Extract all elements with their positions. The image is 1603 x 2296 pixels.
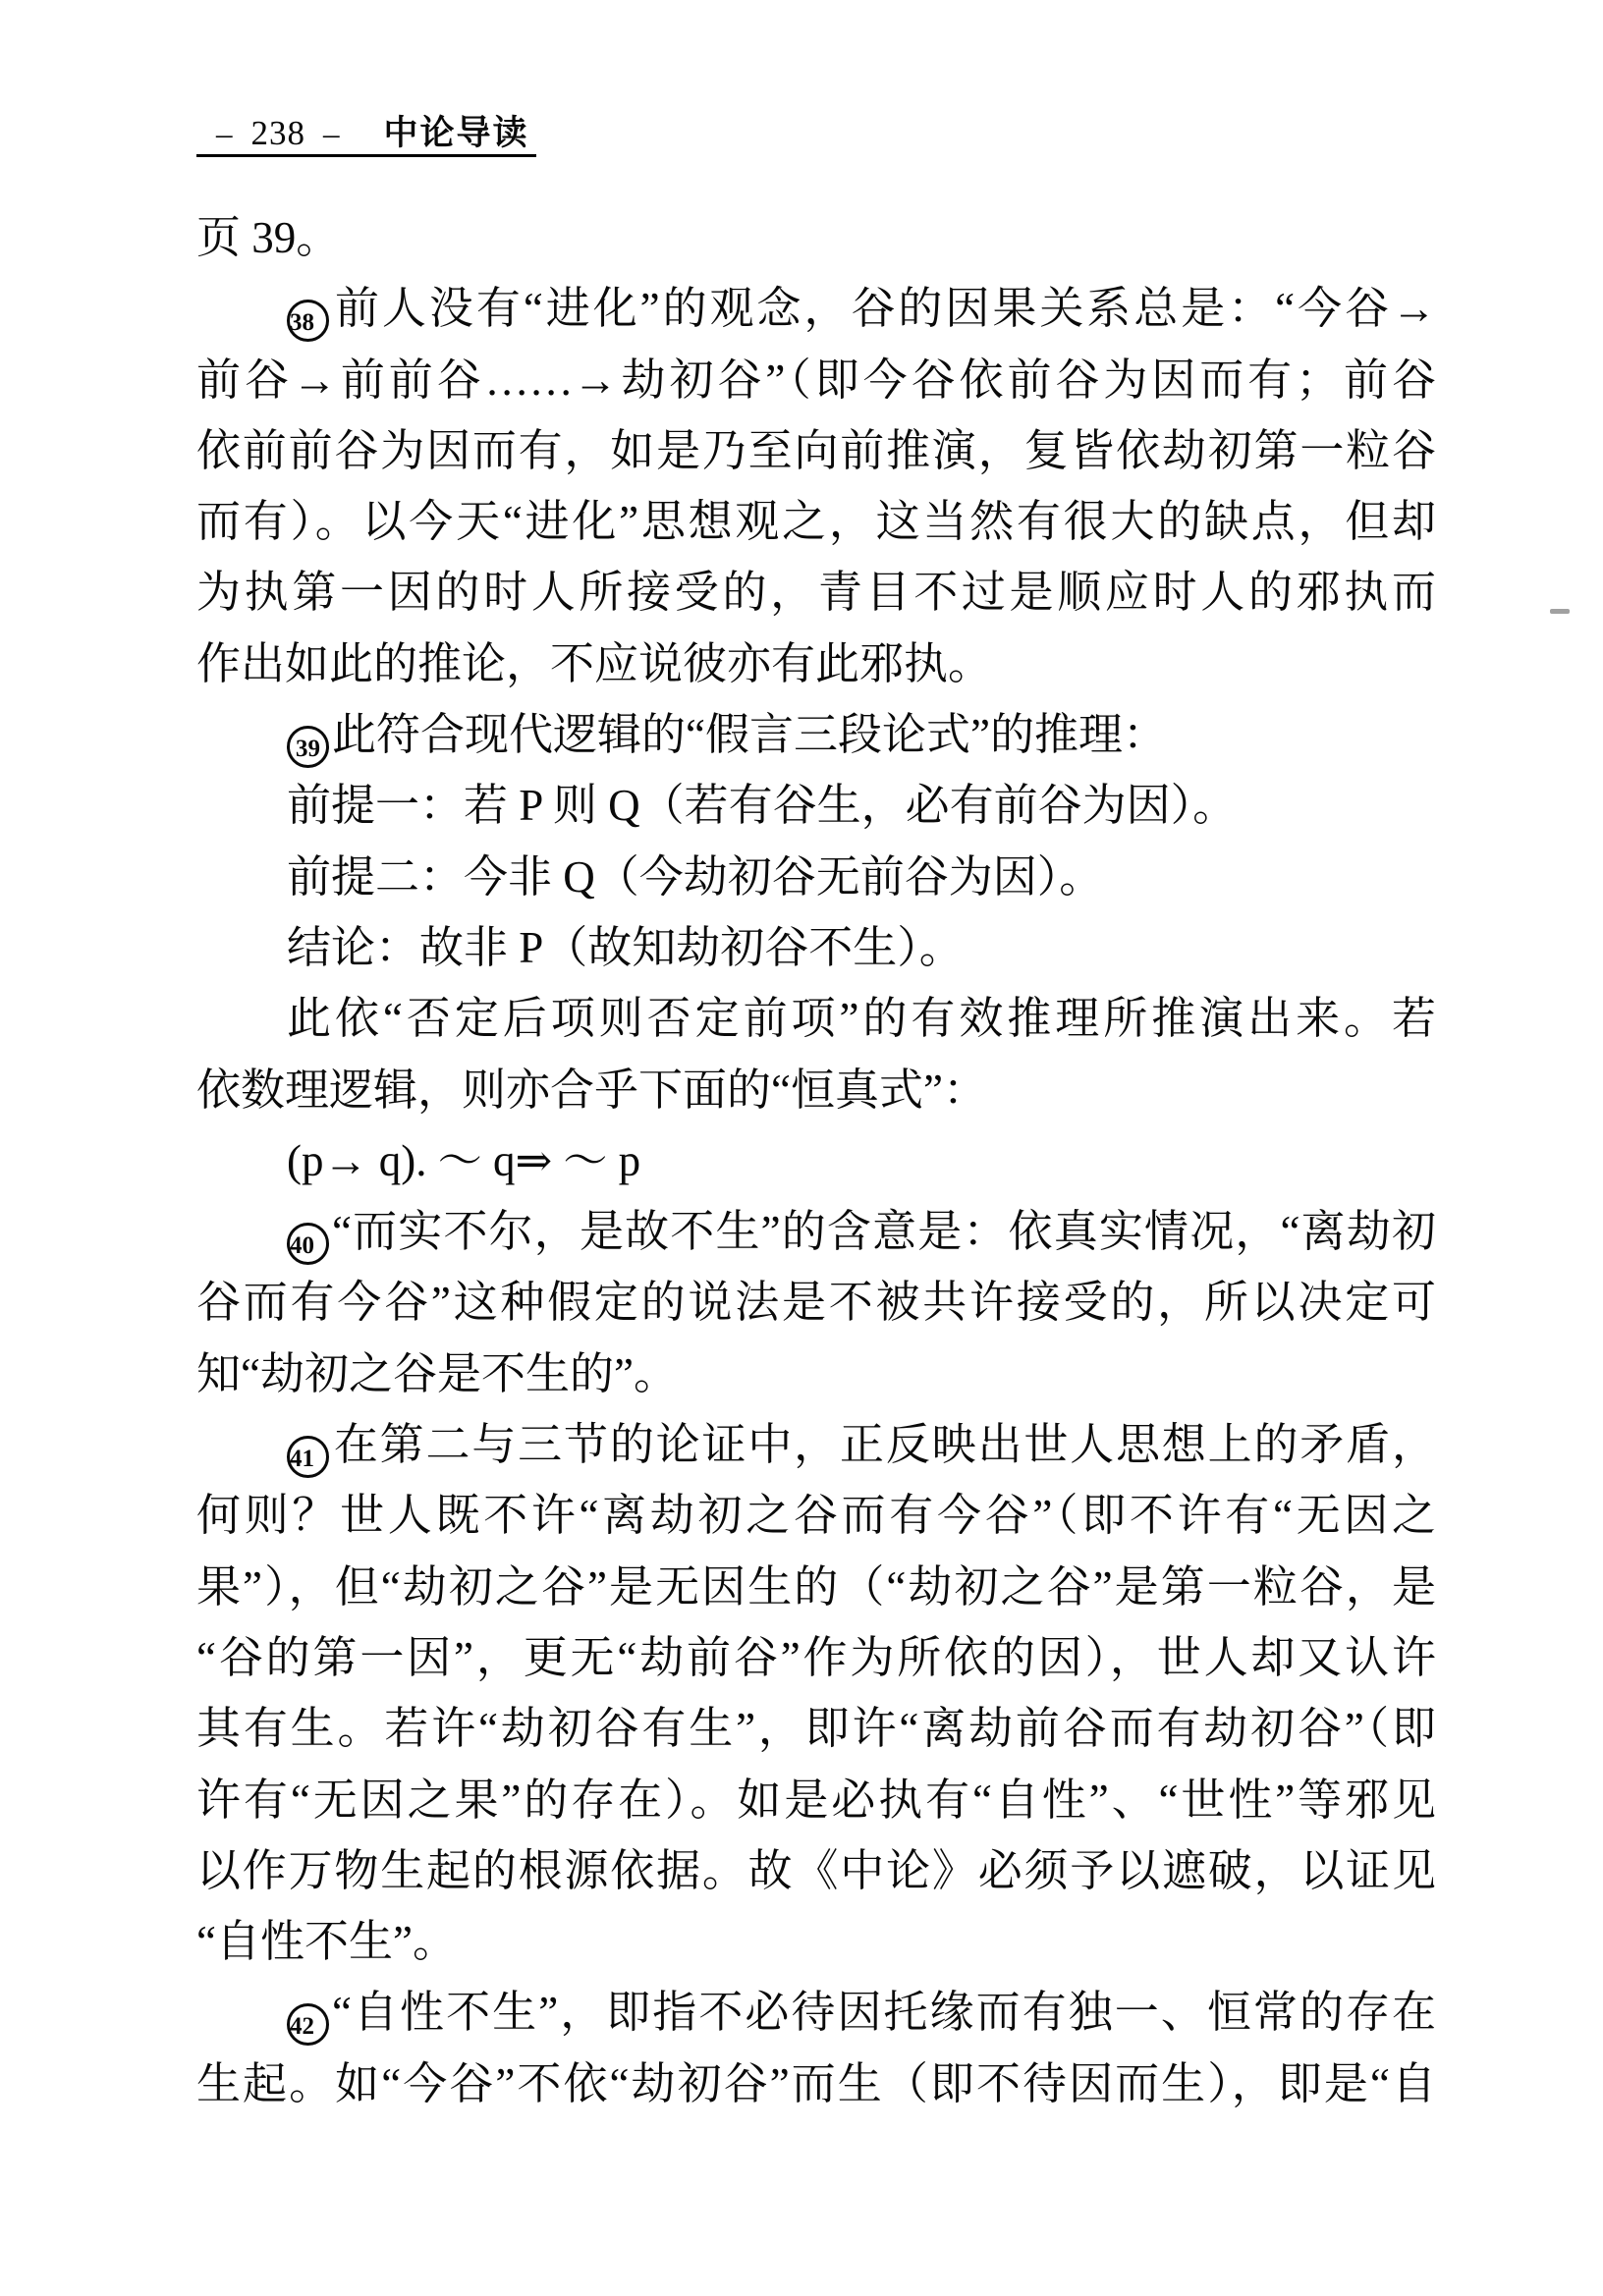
line-text: “谷的第一因”，更无“劫前谷”作为所依的因），世人却又认许 — [196, 1632, 1436, 1682]
line-text: 依前前谷为因而有，如是乃至向前推演，复皆依劫初第一粒谷 — [196, 425, 1436, 475]
text-line — [196, 1055, 1436, 1125]
text-line — [196, 1977, 1436, 2048]
line-text: 前谷→前前谷……→劫初谷”（即今谷依前谷为因而有；前谷 — [196, 355, 1436, 405]
line-text: 知“劫初之谷是不生的”。 — [196, 1348, 678, 1398]
text-line — [196, 983, 1436, 1054]
circled-note-number-icon: 40 — [287, 1223, 329, 1265]
text-line — [196, 273, 1436, 344]
page-number: 238 — [250, 114, 305, 152]
text-line — [196, 842, 1436, 912]
line-text: 果”），但“劫初之谷”是无因生的（“劫初之谷”是第一粒谷，是 — [196, 1561, 1436, 1612]
scan-artifact-mark — [1550, 609, 1570, 614]
text-line — [196, 1906, 1436, 1977]
text-line — [196, 1480, 1436, 1551]
line-text: 生起。如“今谷”不依“劫初谷”而生（即不待因而生），即是“自 — [196, 2058, 1436, 2108]
line-text: 页 39。 — [196, 213, 341, 262]
text-line — [196, 629, 1436, 699]
text-line — [196, 912, 1436, 983]
text-line — [196, 699, 1436, 770]
text-line — [196, 1409, 1436, 1480]
line-text: 许有“无因之果”的存在）。如是必执有“自性”、“世性”等邪见 — [196, 1775, 1436, 1825]
text-line — [196, 1125, 1436, 1196]
circled-note-number-icon: 38 — [287, 300, 329, 342]
line-text: 为执第一因的时人所接受的，青目不过是顺应时人的邪执而 — [196, 568, 1436, 618]
line-text: 前人没有“进化”的观念，谷的因果关系总是：“今谷→ — [332, 284, 1436, 334]
line-text: 其有生。若许“劫初谷有生”，即许“离劫前谷而有劫初谷”（即 — [196, 1704, 1436, 1754]
text-line — [196, 345, 1436, 415]
text-line — [196, 486, 1436, 557]
book-title: 中论导读 — [383, 114, 529, 152]
header-rule — [196, 154, 536, 157]
line-text: 前提一：若 P 则 Q（若有谷生，必有前谷为因）。 — [287, 781, 1238, 831]
line-text: 结论：故非 P（故知劫初谷不生）。 — [287, 922, 964, 972]
circled-note-number-icon: 42 — [287, 2003, 329, 2046]
text-line — [196, 415, 1436, 486]
line-text: 此符合现代逻辑的“假言三段论式”的推理： — [332, 710, 1167, 760]
circled-note-number-icon: 39 — [287, 726, 329, 768]
line-text: 作出如此的推论，不应说彼亦有此邪执。 — [196, 638, 993, 688]
line-text: 前提二：今非 Q（今劫初谷无前谷为因）。 — [287, 851, 1104, 902]
page-header — [206, 106, 529, 155]
line-text: (p→ q). ～ q⇒ ～ p — [287, 1135, 641, 1185]
text-line — [196, 1765, 1436, 1835]
text-line — [196, 1196, 1436, 1267]
line-text: 此依“否定后项则否定前项”的有效推理所推演出来。若 — [287, 994, 1436, 1044]
line-text: 以作万物生起的根源依据。故《中论》必须予以遮破，以证见 — [196, 1845, 1436, 1895]
line-text: “而实不尔，是故不生”的含意是：依真实情况，“离劫初 — [332, 1207, 1436, 1257]
line-text: 何则？世人既不许“离劫初之谷而有今谷”（即不许有“无因之 — [196, 1491, 1436, 1541]
line-text: “自性不生”，即指不必待因托缘而有独一、恒常的存在 — [332, 1988, 1436, 2038]
text-line — [196, 1835, 1436, 1906]
text-line — [196, 557, 1436, 628]
text-line — [196, 1622, 1436, 1693]
line-text: 在第二与三节的论证中，正反映出世人思想上的矛盾， — [332, 1420, 1436, 1470]
line-text: “自性不生”。 — [196, 1917, 457, 1967]
header-dash-left: – — [216, 117, 234, 152]
text-line — [196, 1693, 1436, 1764]
page-body — [196, 202, 1436, 2119]
text-line — [196, 2049, 1436, 2119]
line-text: 而有）。以今天“进化”思想观之，这当然有很大的缺点，但却 — [196, 497, 1436, 547]
text-line — [196, 1339, 1436, 1409]
circled-note-number-icon: 41 — [287, 1436, 329, 1478]
header-dash-right: – — [323, 117, 341, 152]
line-text: 谷而有今谷”这种假定的说法是不被共许接受的，所以决定可 — [196, 1278, 1436, 1328]
line-text: 依数理逻辑，则亦合乎下面的“恒真式”： — [196, 1065, 987, 1115]
text-line — [196, 1552, 1436, 1622]
text-line — [196, 1267, 1436, 1338]
text-line — [196, 770, 1436, 841]
text-line — [196, 202, 1436, 273]
